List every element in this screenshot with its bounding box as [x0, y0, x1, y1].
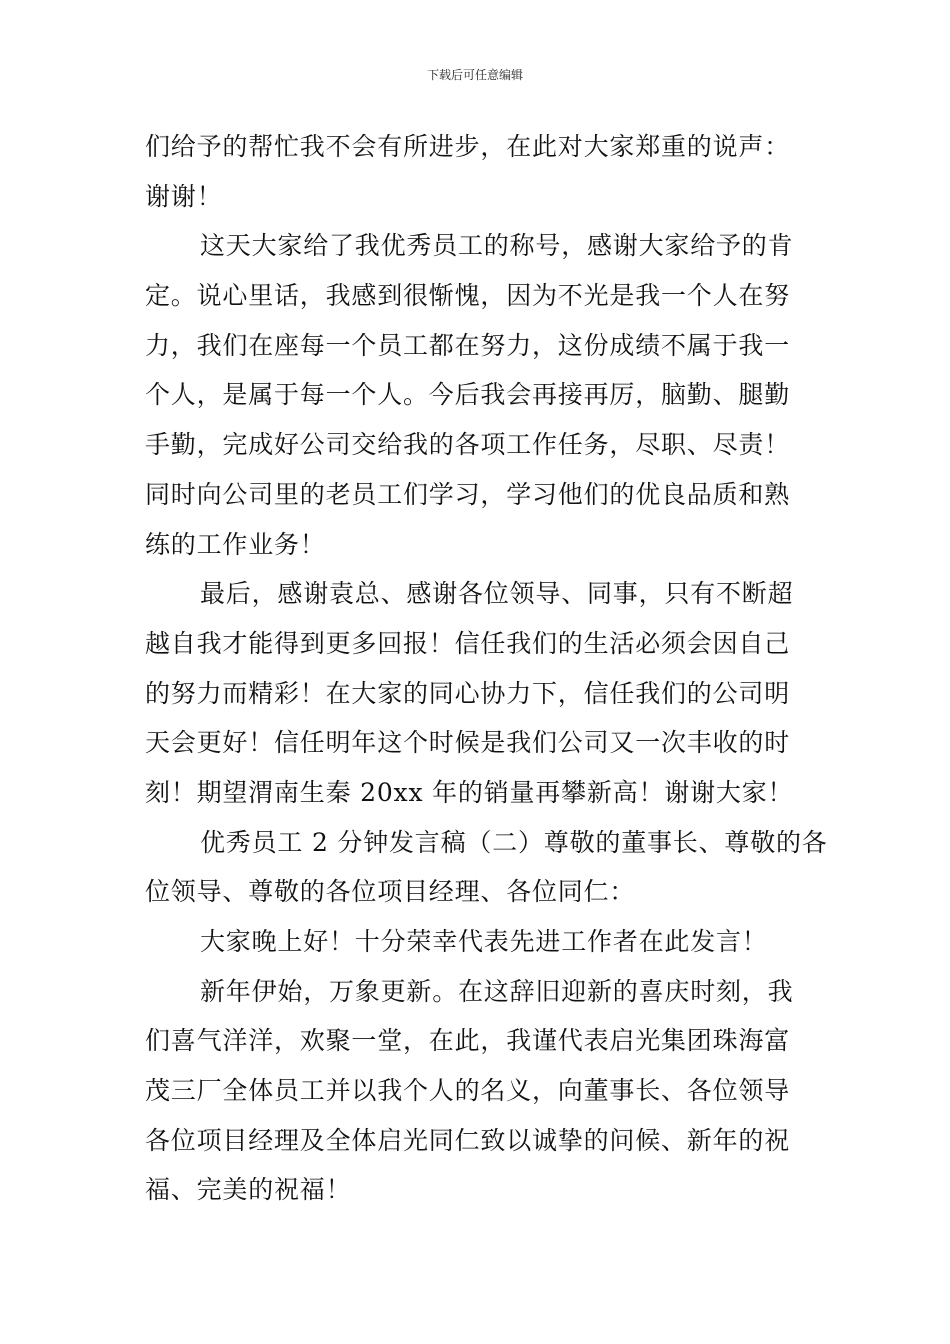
- text-line: 谢谢！: [145, 181, 223, 211]
- text-line: 福、完美的祝福！: [145, 1175, 352, 1205]
- text-line: 大家晚上好！十分荣幸代表先进工作者在此发言！: [200, 927, 768, 956]
- text-line: 茂三厂全体员工并以我个人的名义，向董事长、各位领导: [145, 1076, 791, 1106]
- text-line: 最后，感谢袁总、感谢各位领导、同事，只有不断超: [200, 579, 794, 609]
- text-line: 们喜气洋洋，欢聚一堂，在此，我谨代表启光集团珠海富: [145, 1026, 791, 1056]
- page-header: 下载后可任意编辑: [426, 68, 523, 82]
- text-line: 的努力而精彩！在大家的同心协力下，信任我们的公司明: [145, 678, 791, 708]
- body-text: [145, 122, 828, 1215]
- text-line: 各位项目经理及全体启光同仁致以诚挚的问候、新年的祝: [145, 1125, 791, 1155]
- text-line: 手勤，完成好公司交给我的各项工作任务，尽职、尽责！: [145, 430, 791, 460]
- text-line: 优秀员工 2 分钟发言稿（二）尊敬的董事长、尊敬的各: [200, 827, 828, 857]
- text-line: 刻！期望渭南生秦 20xx 年的销量再攀新高！谢谢大家！: [145, 777, 794, 807]
- text-line: 天会更好！信任明年这个时候是我们公司又一次丰收的时: [145, 728, 791, 758]
- text-line: 同时向公司里的老员工们学习，学习他们的优良品质和熟: [145, 479, 791, 509]
- text-line: 力，我们在座每一个员工都在努力，这份成绩不属于我一: [145, 330, 791, 360]
- text-line: 个人，是属于每一个人。今后我会再接再厉，脑勤、腿勤: [145, 380, 791, 410]
- text-line: 新年伊始，万象更新。在这辞旧迎新的喜庆时刻，我: [200, 976, 794, 1006]
- text-line: 这天大家给了我优秀员工的称号，感谢大家给予的肯: [200, 231, 794, 261]
- text-line: 定。说心里话，我感到很惭愧，因为不光是我一个人在努: [145, 281, 791, 311]
- text-line: 越自我才能得到更多回报！信任我们的生活必须会因自己: [145, 628, 791, 658]
- text-line: 练的工作业务！: [145, 529, 326, 559]
- text-line: 位领导、尊敬的各位项目经理、各位同仁：: [145, 877, 636, 907]
- text-line: 们给予的帮忙我不会有所进步，在此对大家郑重的说声：: [145, 132, 791, 161]
